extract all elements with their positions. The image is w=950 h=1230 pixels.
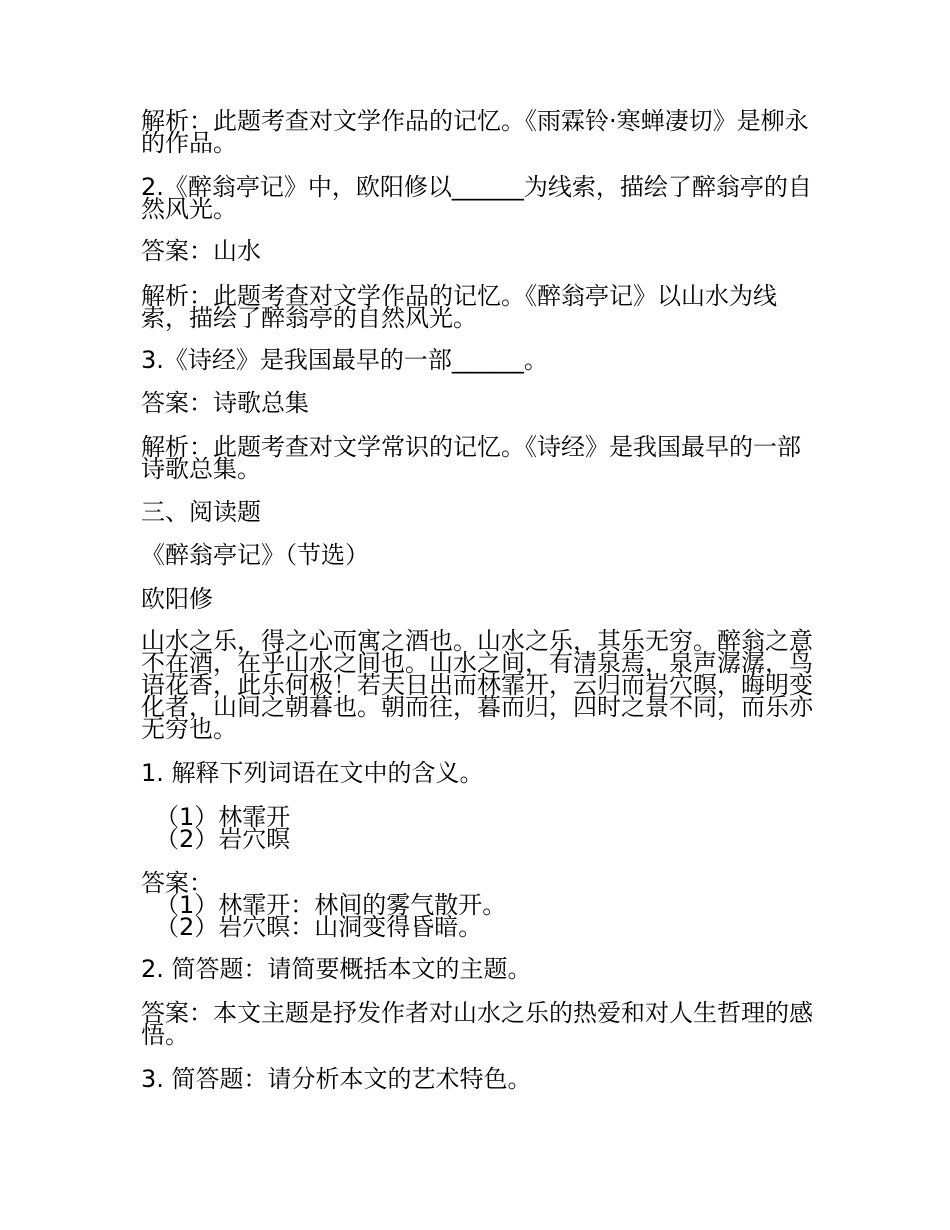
reading-question-1: 1. 解释下列词语在文中的含义。	[141, 759, 484, 787]
section-heading-reading: 三、阅读题	[141, 498, 261, 526]
reading-question-3: 3. 简答题：请分析本文的艺术特色。	[141, 1065, 532, 1093]
reading-answer-2: 答案：本文主题是抒发作者对山水之乐的热爱和对人生哲理的感悟。	[141, 999, 813, 1049]
question-3-fill-blank: 3.《诗经》是我国最早的一部______。	[141, 346, 548, 374]
question-2-fill-blank: 2.《醉翁亭记》中，欧阳修以______为线索，描绘了醉翁亭的自然风光。	[141, 173, 812, 223]
passage-title: 《醉翁亭记》（节选）	[141, 541, 369, 569]
analysis-paragraph-2: 解析：此题考查对文学作品的记忆。《醉翁亭记》以山水为线索，描绘了醉翁亭的自然风光。	[141, 282, 777, 332]
answer-3: 答案：诗歌总集	[141, 389, 309, 417]
answer-label: 答案：	[141, 869, 213, 897]
term-1-answer: （1）林霏开：林间的雾气散开。	[155, 891, 507, 919]
passage-author: 欧阳修	[141, 585, 213, 613]
reading-question-2: 2. 简答题：请简要概括本文的主题。	[141, 955, 532, 983]
analysis-paragraph-3: 解析：此题考查对文学常识的记忆。《诗经》是我国最早的一部诗歌总集。	[141, 433, 801, 483]
term-1: （1）林霏开	[155, 803, 291, 831]
passage-body: 山水之乐，得之心而寓之酒也。山水之乐，其乐无穷。醉翁之意不在酒，在乎山水之间也。山水之间，有清泉焉，泉声潺潺，鸟语花香，此乐何极！若夫日出而林霏开，云归而岩穴暝，晦明变化者，山间之朝暮也。朝而往，暮而归，四时之景不同，而乐亦无穷也。	[141, 627, 813, 743]
term-2-answer: （2）岩穴暝：山洞变得昏暗。	[155, 913, 483, 941]
analysis-paragraph-1: 解析：此题考查对文学作品的记忆。《雨霖铃·寒蝉凄切》是柳永的作品。	[141, 107, 809, 157]
answer-2: 答案：山水	[141, 237, 261, 265]
term-2: （2）岩穴暝	[155, 825, 291, 853]
